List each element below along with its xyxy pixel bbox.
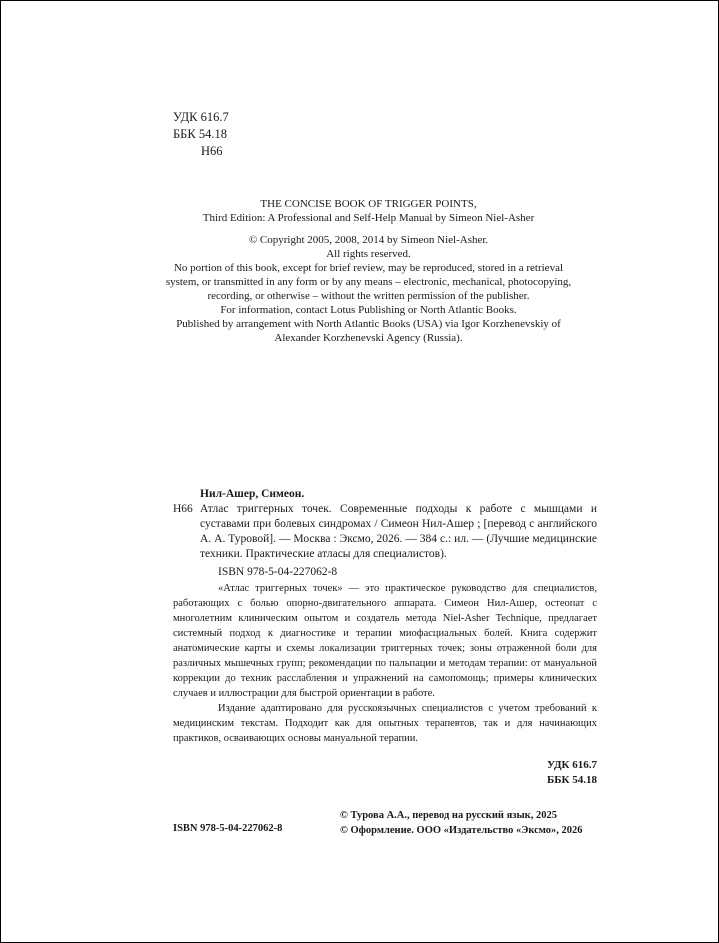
bbk-code: ББК 54.18 <box>173 127 227 141</box>
original-title: THE CONCISE BOOK OF TRIGGER POINTS, <box>260 198 477 210</box>
author-heading: Нил-Ашер, Симеон. <box>200 488 305 500</box>
rights-line: For information, contact Lotus Publishing or North Atlantic Books. <box>220 304 517 316</box>
rights-line: No portion of this book, except for brief review, may be reproduced, stored in a retrieval <box>173 262 564 274</box>
annotation <box>173 581 597 746</box>
rights-line: © Copyright 2005, 2008, 2014 by Simeon Niel-Asher. <box>248 234 489 246</box>
bottom-udk: УДК 616.7 <box>546 759 597 771</box>
rights-line: recording, or otherwise – without the written permission of the publisher. <box>207 290 530 302</box>
rights-line: system, or transmitted in any form or by any means – electronic, mechanical, photocopying, <box>165 276 572 288</box>
annotation-paragraph: Издание адаптировано для русскоязычных специалистов с учетом требований к медицинским текстам. Подходит как для опытных терапевтов, так и для начинающих практиков, осваивающих основы мануальной терапии. <box>173 703 597 744</box>
copyright-notice <box>340 808 602 838</box>
bottom-classification <box>451 758 597 788</box>
rights-line: All rights reserved. <box>326 248 411 260</box>
rights-notice <box>141 233 596 345</box>
entry-isbn: ISBN 978-5-04-227062-8 <box>218 566 338 578</box>
bibliographic-entry <box>173 502 597 562</box>
translation-copyright: © Турова А.А., перевод на русский язык, 2025 <box>340 810 557 821</box>
design-copyright: © Оформление. ООО «Издательство «Эксмо», 2026 <box>340 825 583 836</box>
rights-line: Published by arrangement with North Atlantic Books (USA) via Igor Korzhenevskiy of <box>176 318 561 330</box>
classification-codes <box>173 109 229 160</box>
udk-code: УДК 616.7 <box>173 110 229 124</box>
bibliographic-record <box>173 487 597 580</box>
entry-code: Н66 <box>173 503 193 515</box>
author-mark: Н66 <box>201 144 223 158</box>
original-edition <box>141 197 596 225</box>
entry-text: Атлас триггерных точек. Современные подходы к работе с мышцами и суставами при болевых синдромах / Симеон Нил-Ашер ; [перевод с английского А. А. Туровой]. — Москва : Эксмо, 2026. — 384 с.: ил. — (Лучшие медицинские техники. Практические атласы для специалистов). <box>200 503 597 560</box>
bottom-bbk: ББК 54.18 <box>546 774 597 786</box>
rights-line: Alexander Korzhenevski Agency (Russia). <box>274 332 463 344</box>
isbn-footer: ISBN 978-5-04-227062-8 <box>173 823 283 834</box>
annotation-paragraph: «Атлас триггерных точек» — это практическое руководство для специалистов, работающих с болью опорно-двигательного аппарата. Симеон Нил-Ашер, остеопат с многолетним клиническим опытом и создатель метода Niel-Asher Technique, предлагает системный подход к диагностике и терапии миофасциальных болей. Книга содержит анатомические карты и схемы локализации триггерных точек; зоны отраженной боли для различных мышечных групп; рекомендации по пальпации и методам терапии: от мануальной коррекции до техник расслабления и упражнений на самопомощь; примеры клинических случаев и иллюстрации для быстрой ориентации в работе. <box>173 583 597 699</box>
original-subtitle: Third Edition: A Professional and Self-Help Manual by Simeon Niel-Asher <box>202 212 535 224</box>
